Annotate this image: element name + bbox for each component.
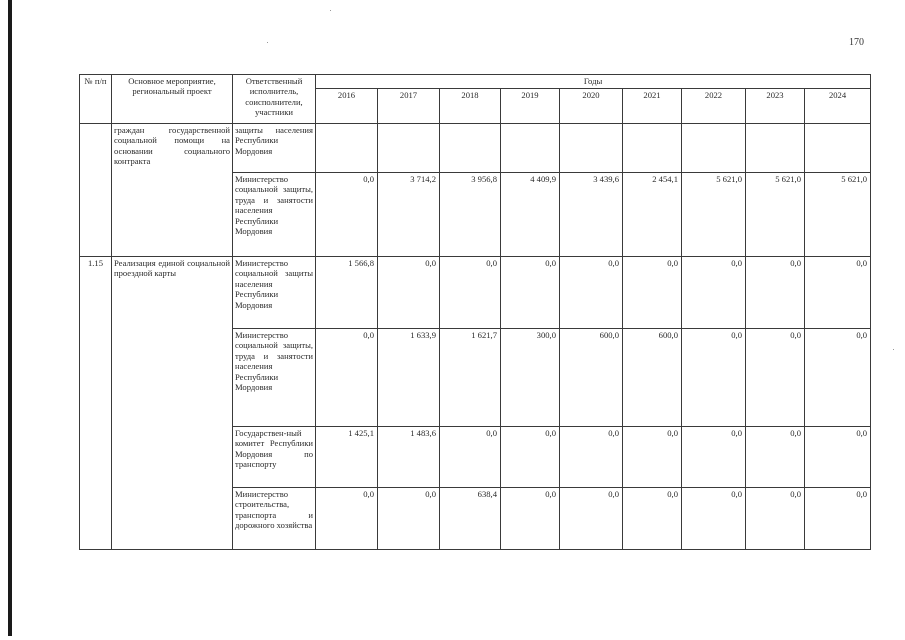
row-number: 1.15 [80,257,112,550]
value-cell: 1 425,1 [316,427,378,488]
value-cell [378,124,440,173]
table-row [80,124,871,173]
value-cell: 3 439,6 [560,173,623,257]
row-number [80,124,112,257]
value-cell: 0,0 [440,257,501,329]
value-cell: 0,0 [560,488,623,550]
header-no: № п/п [80,75,112,124]
value-cell [805,124,871,173]
value-cell: 3 714,2 [378,173,440,257]
value-cell: 0,0 [746,329,805,427]
value-cell: 4 409,9 [501,173,560,257]
value-cell: 1 621,7 [440,329,501,427]
value-cell: 0,0 [316,488,378,550]
value-cell: 1 566,8 [316,257,378,329]
value-cell [560,124,623,173]
header-year: 2019 [501,89,560,124]
responsible-name: Министерство социальной защиты населения Республики Мордовия [233,257,316,329]
header-event: Основное мероприятие, региональный проект [112,75,233,124]
value-cell: 0,0 [682,329,746,427]
value-cell: 5 621,0 [682,173,746,257]
table-row [80,257,871,329]
value-cell: 0,0 [682,488,746,550]
value-cell: 0,0 [805,488,871,550]
value-cell: 600,0 [623,329,682,427]
value-cell: 1 633,9 [378,329,440,427]
responsible-name: Министерство социальной защиты, труда и занятости населения Республики Мордовия [233,173,316,257]
value-cell: 0,0 [316,173,378,257]
value-cell: 0,0 [746,488,805,550]
value-cell: 0,0 [378,257,440,329]
value-cell: 0,0 [316,329,378,427]
header-year: 2023 [746,89,805,124]
value-cell: 0,0 [682,427,746,488]
value-cell: 1 483,6 [378,427,440,488]
value-cell: 2 454,1 [623,173,682,257]
value-cell: 0,0 [746,257,805,329]
responsible-name: защиты населения Республики Мордовия [233,124,316,173]
event-name: граждан государственной социальной помощи на основании социального контракта [112,124,233,257]
value-cell: 0,0 [746,427,805,488]
value-cell [440,124,501,173]
header-year: 2016 [316,89,378,124]
value-cell: 0,0 [682,257,746,329]
value-cell [746,124,805,173]
header-year: 2021 [623,89,682,124]
event-name: Реализация единой социальной проездной карты [112,257,233,550]
responsible-name: Министерство социальной защиты, труда и занятости населения Республики Мордовия [233,329,316,427]
value-cell: 0,0 [560,257,623,329]
value-cell: 0,0 [440,427,501,488]
value-cell: 0,0 [623,488,682,550]
scan-edge [8,0,12,636]
budget-table [79,74,871,550]
responsible-name: Министерство строительства, транспорта и дорожного хозяйства [233,488,316,550]
value-cell: 0,0 [501,257,560,329]
responsible-name: Государствен-ный комитет Республики Мордовия по транспорту [233,427,316,488]
scan-speck [267,42,268,43]
value-cell: 0,0 [623,257,682,329]
header-year: 2024 [805,89,871,124]
header-year: 2022 [682,89,746,124]
header-year: 2017 [378,89,440,124]
scan-speck [330,10,331,11]
value-cell: 5 621,0 [805,173,871,257]
value-cell [316,124,378,173]
header-year: 2018 [440,89,501,124]
value-cell: 600,0 [560,329,623,427]
value-cell: 5 621,0 [746,173,805,257]
value-cell: 3 956,8 [440,173,501,257]
header-responsible: Ответственный исполнитель, соисполнители, участники [233,75,316,124]
value-cell: 0,0 [805,257,871,329]
value-cell: 300,0 [501,329,560,427]
header-year: 2020 [560,89,623,124]
value-cell [501,124,560,173]
value-cell: 0,0 [501,488,560,550]
header-years: Годы [316,75,871,89]
value-cell: 0,0 [623,427,682,488]
value-cell: 0,0 [805,329,871,427]
value-cell: 0,0 [501,427,560,488]
value-cell [682,124,746,173]
value-cell: 638,4 [440,488,501,550]
page-number: 170 [849,37,864,48]
scan-speck [893,349,894,350]
value-cell [623,124,682,173]
value-cell: 0,0 [805,427,871,488]
value-cell: 0,0 [378,488,440,550]
value-cell: 0,0 [560,427,623,488]
